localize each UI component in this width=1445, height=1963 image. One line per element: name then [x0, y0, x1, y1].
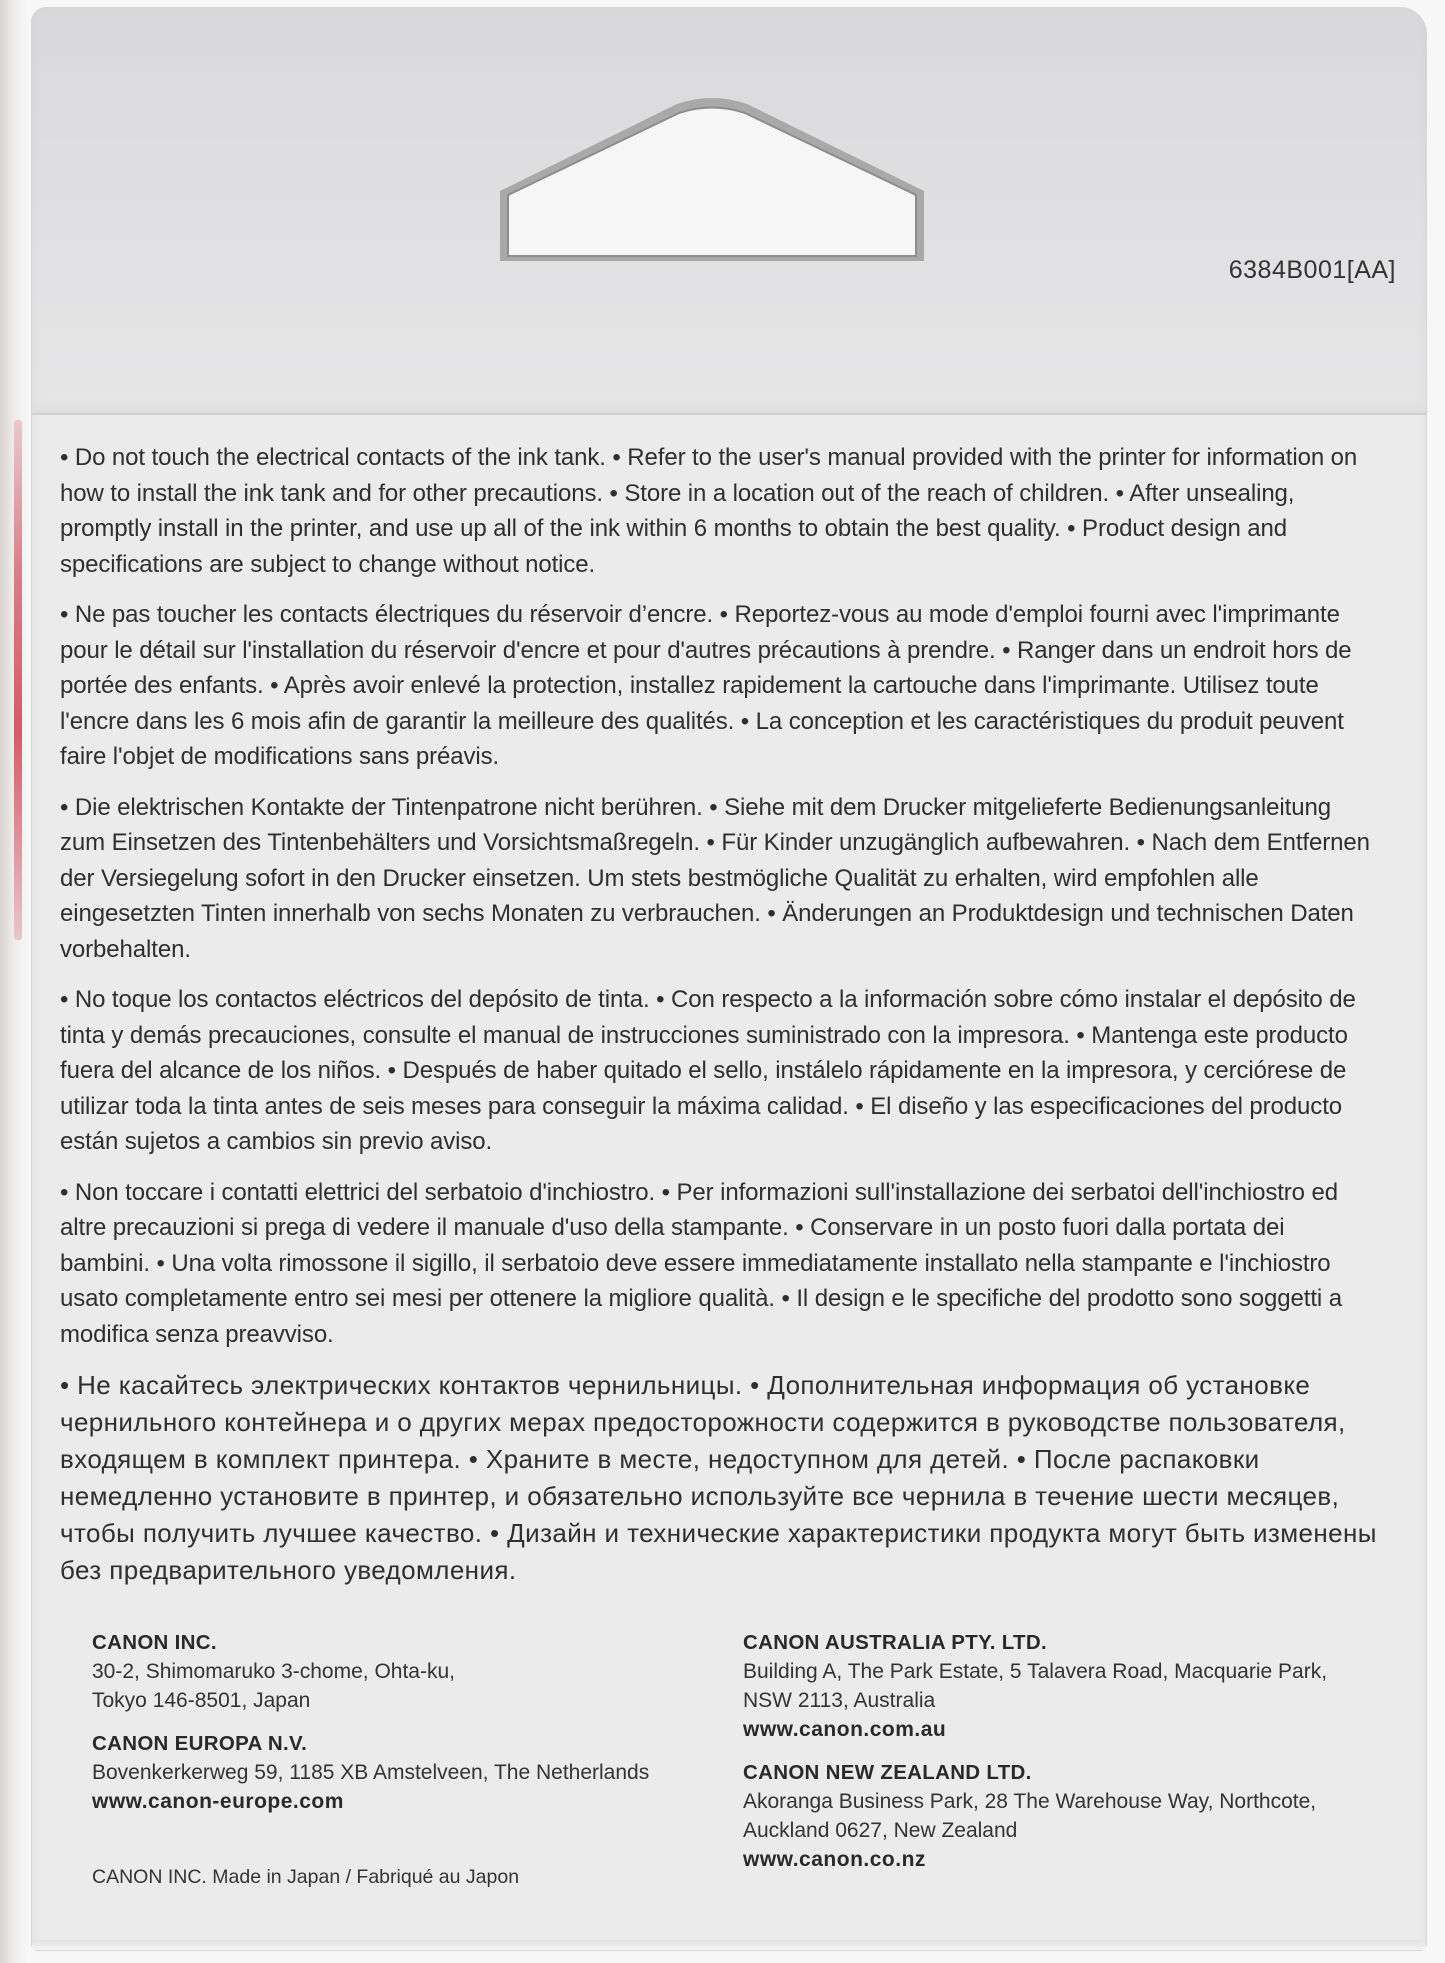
warning-french: • Ne pas toucher les contacts électriques du réservoir d’encre. • Reportez-vous au mode d'emploi fourni avec l'imprimante pour le détail sur l'installation du réservoir d'encre et pour d'autres précautions à prendre. • Ranger dans un endroit hors de portée des enfants. • Après avoir enlevé la protection, installez rapidement la cartouche dans l'imprimante. Utilisez toute l'encre dans les 6 mois afin de garantir la meilleure des qualités. • La conception et les caractéristiques du produit peuvent faire l'objet de modifications sans préavis.: [60, 601, 1352, 770]
canon-europa-website: www.canon-europe.com: [92, 1790, 344, 1813]
warning-english: • Do not touch the electrical contacts of the ink tank. • Refer to the user's manual provided with the printer for information on how to install the ink tank and for other precautions. • Store in a location out of the reach of children. • After unsealing, promptly install in the printer, and use up all of the ink within 6 months to obtain the best quality. • Product design and specifications are subject to change without notice.: [60, 444, 1358, 578]
address-column-left: [92, 1628, 712, 1816]
canon-australia-address-line2: NSW 2113, Australia: [743, 1689, 936, 1712]
canon-nz-address-line1: Akoranga Business Park, 28 The Warehouse Way, Northcote,: [743, 1790, 1317, 1813]
package-bottom-edge: [32, 1940, 1426, 1950]
product-code: 6384B001[AA]: [1228, 256, 1396, 284]
warning-text-block: [60, 440, 1380, 1604]
company-name-canon-inc: CANON INC.: [92, 1631, 217, 1654]
canon-nz-website: www.canon.co.nz: [743, 1848, 926, 1871]
hanging-flap: [32, 8, 1426, 415]
warning-russian: • Не касайтесь электрических контактов чернильницы. • Дополнительная информация об установке чернильного контейнера и о других мерах предосторожности содержится в руководстве пользователя, входящем в комплект принтера. • Храните в месте, недоступном для детей. • После распаковки немедленно установите в принтер, и обязательно используйте все чернила в течение шести месяцев, чтобы получить лучшее качество. • Дизайн и технические характеристики продукта могут быть изменены без предварительного уведомления.: [60, 1370, 1377, 1585]
package-side-red-strip: [14, 420, 22, 940]
company-name-canon-australia: CANON AUSTRALIA PTY. LTD.: [743, 1631, 1047, 1654]
company-name-canon-nz: CANON NEW ZEALAND LTD.: [743, 1761, 1032, 1784]
canon-inc-address-line1: 30-2, Shimomaruko 3-chome, Ohta-ku,: [92, 1660, 455, 1683]
address-column-right: [743, 1628, 1422, 1874]
warning-german: • Die elektrischen Kontakte der Tintenpatrone nicht berühren. • Siehe mit dem Drucker mitgelieferte Bedienungsanleitung zum Einsetzen des Tintenbehälters und Vorsichtsmaßregeln. • Für Kinder unzugänglich aufbewahren. • Nach dem Entfernen der Versiegelung sofort in den Drucker einsetzen. Um stets bestmögliche Qualität zu erhalten, wird empfohlen alle eingesetzten Tinten innerhalb von sechs Monaten zu verbrauchen. • Änderungen an Produktdesign und technischen Daten vorbehalten.: [60, 793, 1370, 963]
canon-australia-website: www.canon.com.au: [743, 1718, 947, 1741]
company-name-canon-europa: CANON EUROPA N.V.: [92, 1732, 308, 1755]
canon-australia-address-line1: Building A, The Park Estate, 5 Talavera Road, Macquarie Park,: [743, 1660, 1328, 1683]
canon-europa-address: Bovenkerkerweg 59, 1185 XB Amstelveen, The Netherlands: [92, 1761, 650, 1784]
warning-italian: • Non toccare i contatti elettrici del serbatoio d'inchiostro. • Per informazioni sull'installazione dei serbatoi dell'inchiostro ed altre precauzioni si prega di vedere il manuale d'uso della stampante. • Conservare in un posto fuori dalla portata dei bambini. • Una volta rimossone il sigillo, il serbatoio deve essere immediatamente installato nella stampante e l'inchiostro usato completamente entro sei mesi per ottenere la migliore qualità. • Il design e le specifiche del prodotto sono soggetti a modifica senza preavviso.: [60, 1178, 1342, 1348]
hang-hole-icon: [482, 96, 942, 271]
canon-inc-address-line2: Tokyo 146-8501, Japan: [92, 1689, 311, 1712]
package-back-card: [32, 8, 1426, 1950]
warning-spanish: • No toque los contactos eléctricos del depósito de tinta. • Con respecto a la información sobre cómo instalar el depósito de tinta y demás precauciones, consulte el manual de instrucciones suministrado con la impresora. • Mantenga este producto fuera del alcance de los niños. • Después de haber quitado el sello, instálelo rápidamente en la impresora, y cerciórese de utilizar toda la tinta antes de seis meses para conseguir la máxima calidad. • El diseño y las especificaciones del producto están sujetos a cambios sin previo aviso.: [60, 986, 1356, 1155]
made-in-label: CANON INC. Made in Japan / Fabriqué au Japon: [92, 1866, 520, 1888]
canon-nz-address-line2: Auckland 0627, New Zealand: [743, 1819, 1018, 1842]
